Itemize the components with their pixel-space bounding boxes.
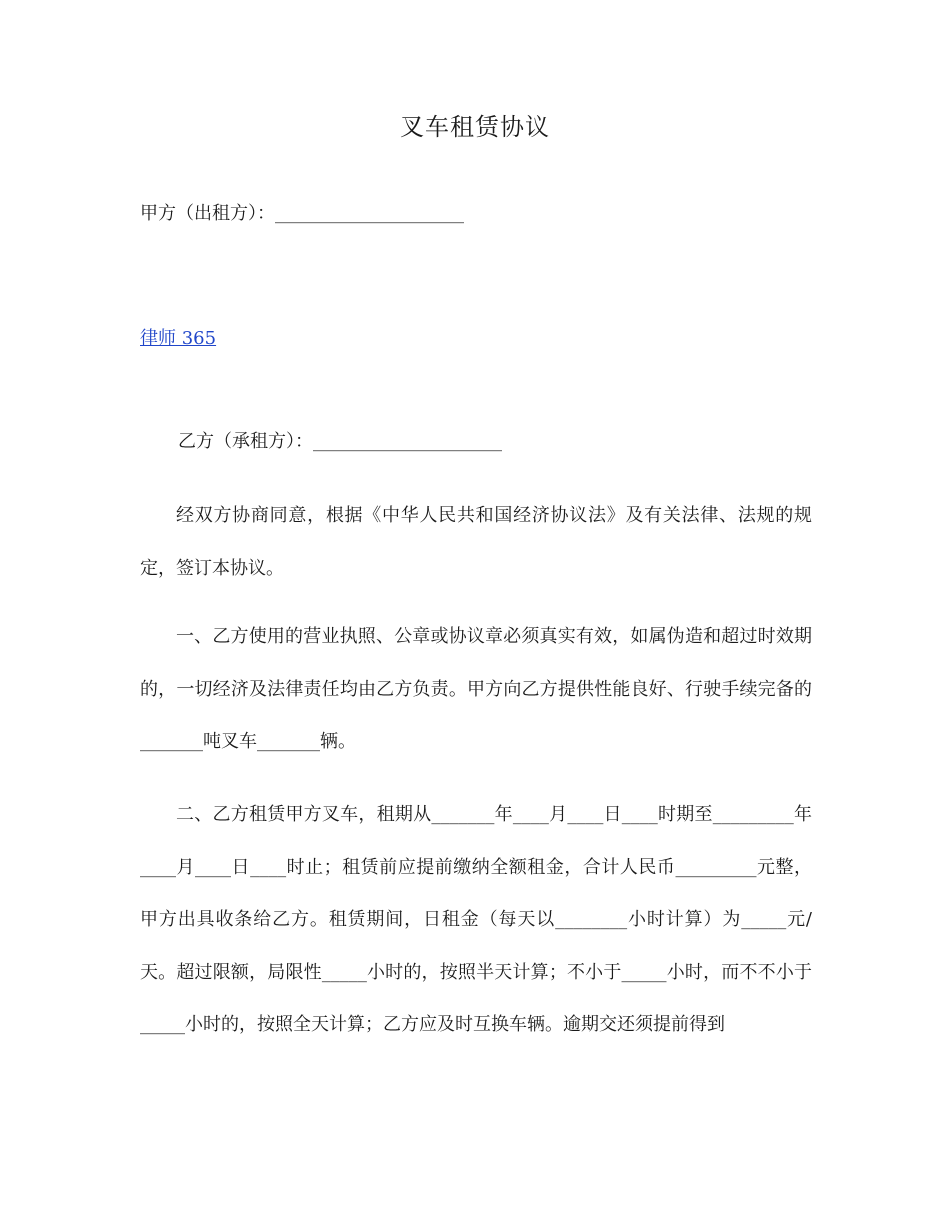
paragraph-agreement-basis: 经双方协商同意，根据《中华人民共和国经济协议法》及有关法律、法规的规定，签订本协议。	[140, 505, 812, 579]
party-b-line: 乙方（承租方）：_____________________	[178, 431, 502, 452]
lawyer-link[interactable]	[140, 325, 216, 353]
paragraph-clause-two: 二、乙方租赁甲方叉车，租期从_______年____月____日____时期至_________年____月____日____时止；租赁前应提前缴纳全额租金，合计人民币_________元整，甲方出具收条给乙方。租赁期间，日租金（每天以________小时计算）为_____元/天。超过限额，局限性_____小时的，按照半天计算；不小于_____小时，而不不小于_____小时的，按照全天计算；乙方应及时互换车辆。逾期交还须提前得到	[140, 804, 812, 1035]
party-a-line: 甲方（出租方）：_____________________	[140, 203, 464, 224]
document-title: 叉车租赁协议	[400, 113, 550, 141]
lawyer-link-text[interactable]: 律师 365	[140, 328, 217, 349]
paragraph-clause-one: 一、乙方使用的营业执照、公章或协议章必须真实有效，如属伪造和超过时效期的，一切经济及法律责任均由乙方负责。甲方向乙方提供性能良好、行驶手续完备的_______吨叉车_______辆。	[140, 626, 812, 752]
